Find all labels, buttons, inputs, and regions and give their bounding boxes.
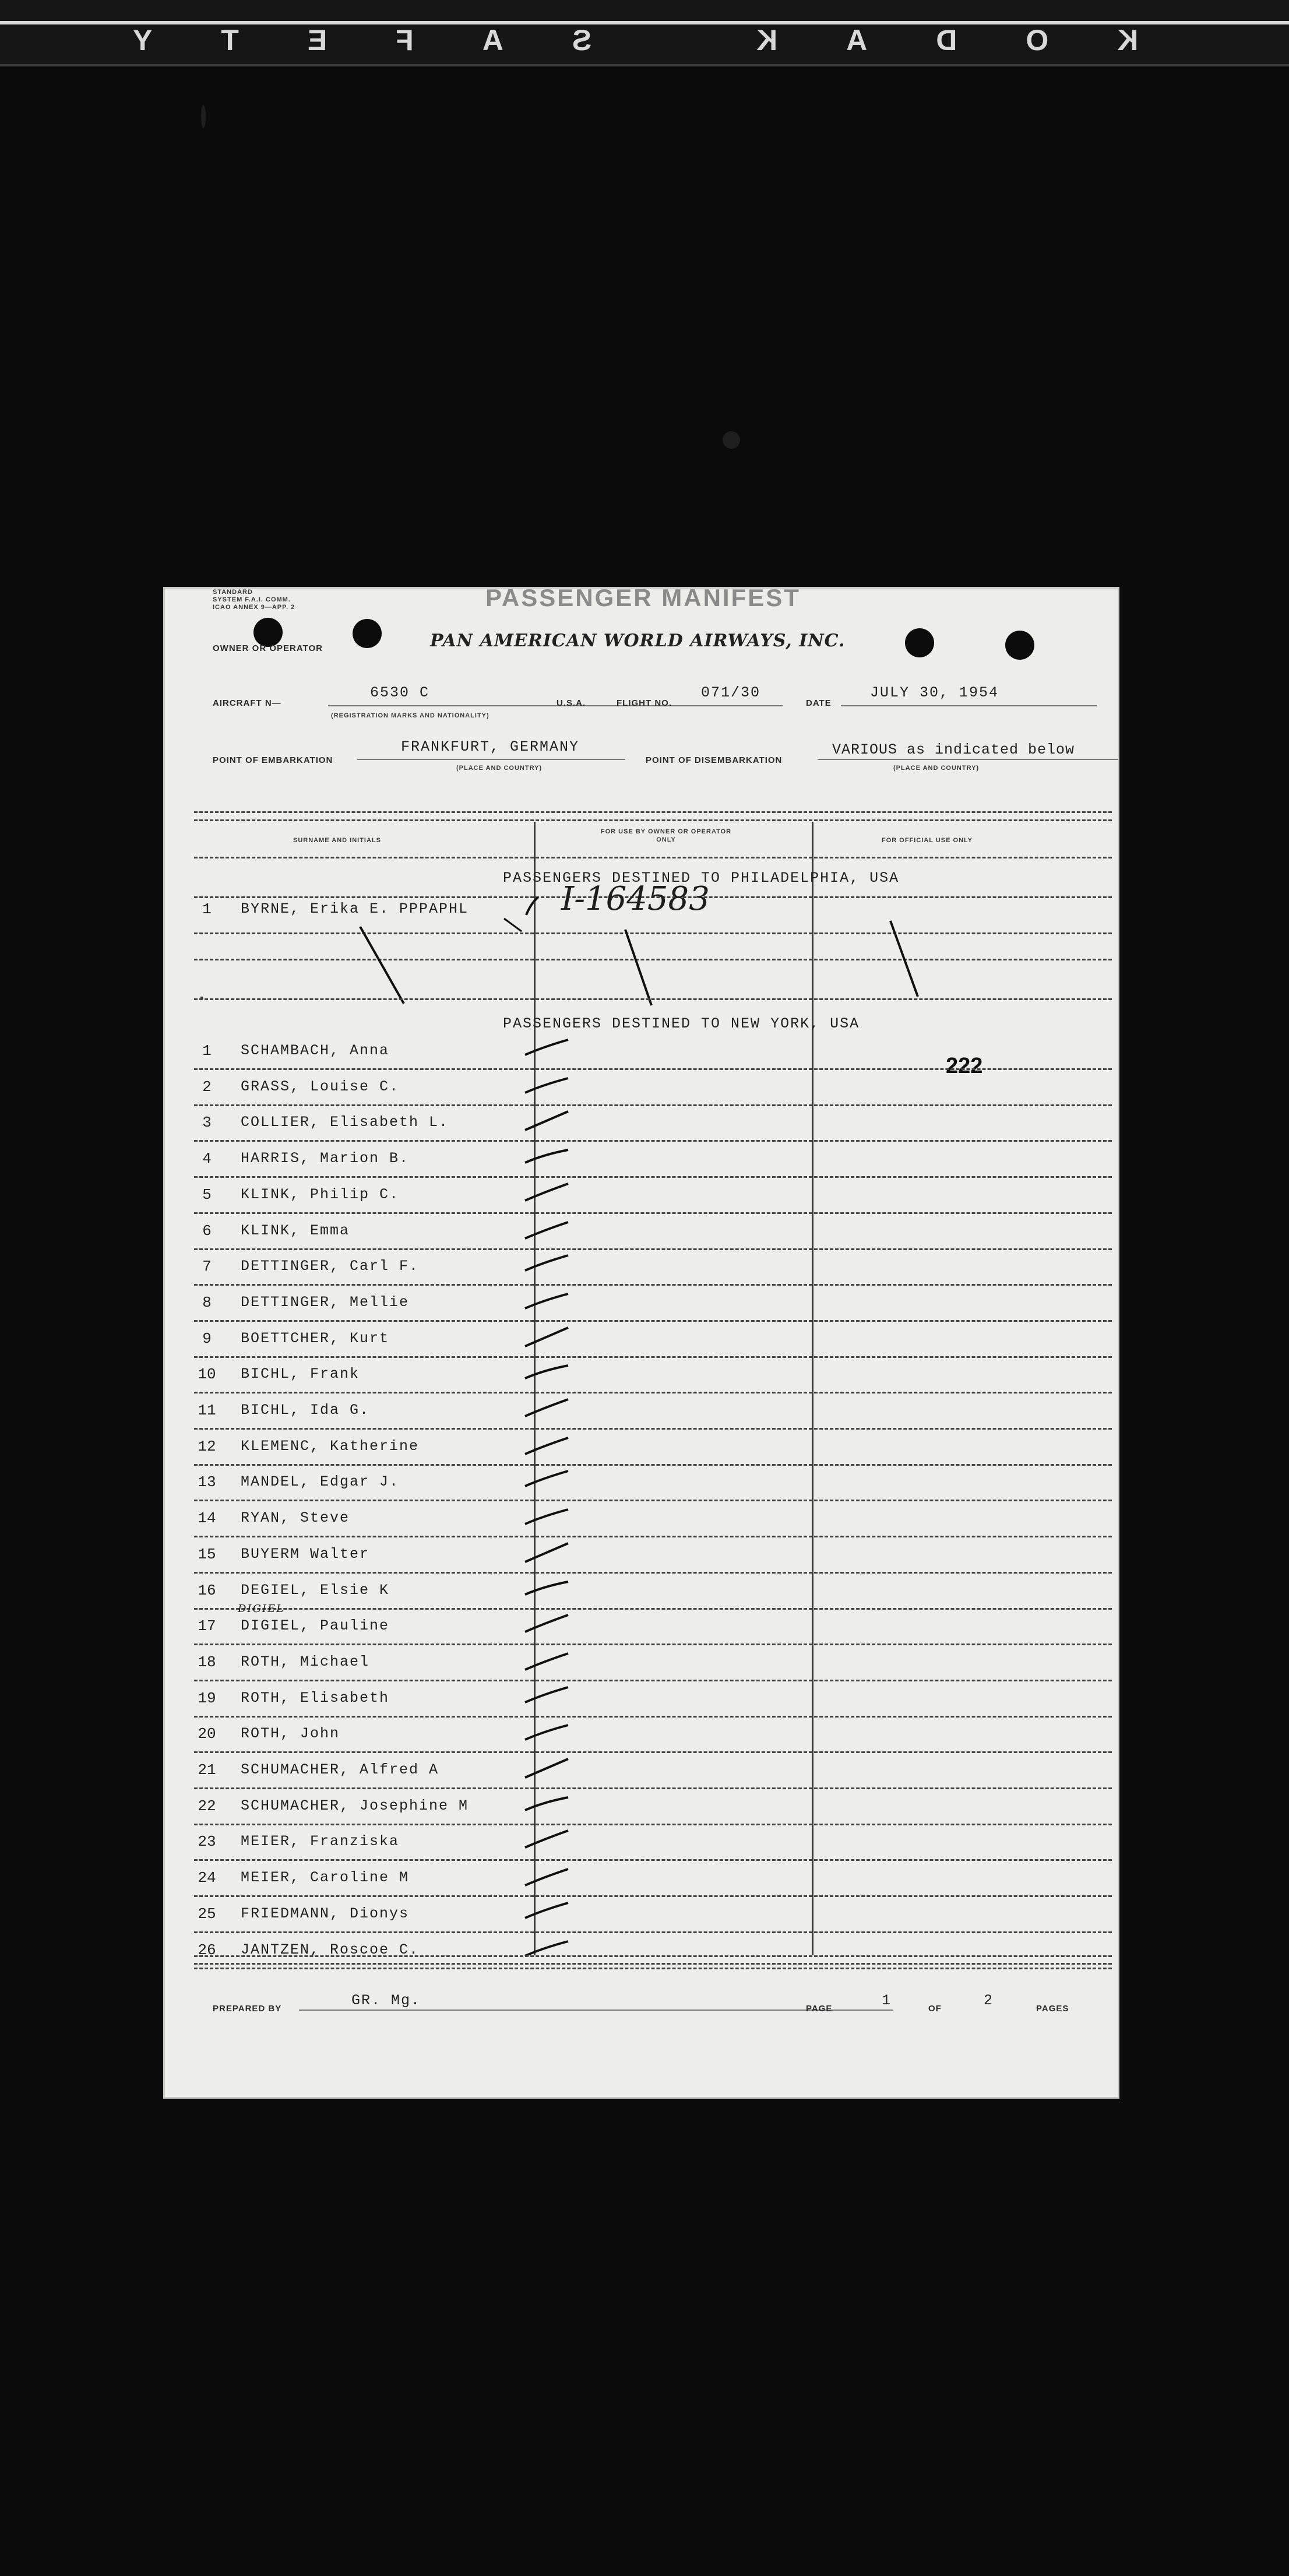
- check-mark: [515, 1361, 572, 1384]
- date-value: JULY 30, 1954: [870, 684, 999, 701]
- row-rule: [194, 1787, 1112, 1789]
- row-rule: [194, 1320, 1112, 1322]
- row-number: 15: [198, 1546, 216, 1563]
- passenger-name: BYRNE, Erika E. PPPAPHL: [241, 900, 469, 917]
- check-mark: [515, 1720, 572, 1744]
- check-mark: [515, 1613, 572, 1636]
- embarkation-value: FRANKFURT, GERMANY: [401, 738, 580, 755]
- official-stamp-number: 222: [946, 1054, 983, 1078]
- form-ref-line: SYSTEM F.A.I. COMM.: [213, 596, 291, 603]
- handwritten-correction: DIGIEL: [238, 1603, 285, 1615]
- aircraft-sublabel: (REGISTRATION MARKS AND NATIONALITY): [331, 712, 489, 719]
- nationality: U.S.A.: [557, 698, 586, 708]
- film-scratch: [201, 105, 206, 128]
- row-rule: [194, 1751, 1112, 1753]
- row-rule: [194, 1680, 1112, 1681]
- owner-label: OWNER OR OPERATOR: [213, 643, 323, 653]
- check-mark: [515, 1181, 572, 1205]
- row-rule: [194, 1572, 1112, 1574]
- check-mark: [515, 1074, 572, 1097]
- row-rule: [194, 1104, 1112, 1106]
- passenger-name: DETTINGER, Mellie: [241, 1294, 410, 1311]
- passenger-name: MEIER, Caroline M: [241, 1869, 410, 1886]
- row-number: 17: [198, 1617, 216, 1635]
- strike-line: [625, 930, 651, 1005]
- passenger-name: ROTH, Elisabeth: [241, 1690, 390, 1706]
- passenger-name: DEGIEL, Elsie K: [241, 1582, 390, 1599]
- row-number: 4: [202, 1150, 212, 1167]
- check-mark: [515, 1828, 572, 1852]
- row-number: 22: [198, 1797, 216, 1815]
- flight-label: FLIGHT NO.: [617, 698, 672, 708]
- row-number: 20: [198, 1725, 216, 1743]
- passenger-name: SCHAMBACH, Anna: [241, 1042, 390, 1059]
- row-rule: [194, 1536, 1112, 1537]
- check-mark: [515, 1289, 572, 1312]
- check-mark: [515, 1793, 572, 1816]
- passenger-name: JANTZEN, Roscoe C.: [241, 1941, 420, 1958]
- row-mark: ▪: [200, 992, 205, 1004]
- row-rule: [194, 998, 1112, 1000]
- strike-line: [890, 921, 918, 997]
- film-edge-kodak-text: KODAK: [688, 24, 1139, 57]
- row-rule: [194, 1356, 1112, 1358]
- table-bottom-border: [194, 1955, 1112, 1957]
- handwritten-strikes: [165, 589, 1118, 1055]
- table-bottom-border: [194, 1963, 1112, 1965]
- row-number: 21: [198, 1761, 216, 1779]
- page-number: 1: [882, 1992, 892, 2009]
- check-mark: [515, 1145, 572, 1169]
- row-rule: [194, 1176, 1112, 1178]
- check-mark: [504, 919, 522, 931]
- row-number: 10: [198, 1366, 216, 1383]
- check-mark: [515, 1109, 572, 1132]
- page-label: PAGE: [806, 2004, 833, 2014]
- section-heading-new-york: PASSENGERS DESTINED TO NEW YORK, USA: [503, 1015, 860, 1032]
- check-mark: [515, 1649, 572, 1672]
- row-rule: [194, 1212, 1112, 1214]
- row-number: 13: [198, 1473, 216, 1491]
- check-mark: [515, 1469, 572, 1492]
- row-number: 23: [198, 1833, 216, 1850]
- row-rule: [194, 1931, 1112, 1933]
- check-mark: [515, 1397, 572, 1420]
- date-label: DATE: [806, 698, 832, 708]
- row-number: 14: [198, 1509, 216, 1527]
- check-mark: [515, 1541, 572, 1564]
- passenger-name: DETTINGER, Carl F.: [241, 1258, 420, 1275]
- prepared-by-value: GR. Mg.: [351, 1992, 421, 2009]
- flight-value: 071/30: [701, 684, 761, 701]
- row-number: 1: [202, 900, 212, 918]
- passenger-name: BICHL, Ida G.: [241, 1402, 370, 1419]
- form-ref-line: STANDARD: [213, 589, 253, 596]
- row-number: 1: [202, 1042, 212, 1060]
- passenger-name: BUYERM Walter: [241, 1546, 370, 1563]
- row-rule: [194, 1500, 1112, 1501]
- passenger-name: SCHUMACHER, Alfred A: [241, 1761, 439, 1778]
- passenger-name: SCHUMACHER, Josephine M: [241, 1797, 469, 1814]
- check-mark: [515, 1901, 572, 1924]
- film-blemish: [723, 431, 740, 449]
- column-header-operator: FOR USE BY OWNER OR OPERATOR ONLY: [600, 828, 732, 843]
- check-mark: [515, 1217, 572, 1241]
- row-number: 16: [198, 1582, 216, 1599]
- page-title: PASSENGER MANIFEST: [485, 584, 801, 611]
- column-header-official: FOR OFFICIAL USE ONLY: [882, 837, 973, 844]
- film-edge: [0, 0, 1289, 66]
- row-rule: [194, 1068, 1112, 1070]
- strike-line: [360, 927, 404, 1004]
- aircraft-label: AIRCRAFT N—: [213, 698, 281, 708]
- disembarkation-label: POINT OF DISEMBARKATION: [646, 755, 783, 765]
- footer-underline: [299, 2010, 893, 2011]
- passenger-name: HARRIS, Marion B.: [241, 1150, 410, 1167]
- row-number: 7: [202, 1258, 212, 1275]
- row-number: 11: [198, 1402, 216, 1419]
- passenger-name: RYAN, Steve: [241, 1509, 350, 1526]
- row-rule: [194, 1464, 1112, 1466]
- passenger-name: ROTH, John: [241, 1725, 340, 1742]
- row-rule: [194, 1392, 1112, 1393]
- pages-label: PAGES: [1036, 2004, 1069, 2014]
- row-rule: [194, 1895, 1112, 1897]
- row-rule: [194, 1824, 1112, 1825]
- of-label: OF: [928, 2004, 942, 2014]
- row-rule: [194, 1968, 1112, 1969]
- passenger-name: BICHL, Frank: [241, 1366, 360, 1382]
- row-rule: [194, 1428, 1112, 1430]
- manifest-page: [165, 584, 1118, 2097]
- row-rule: [194, 1644, 1112, 1645]
- column-header-names: SURNAME AND INITIALS: [293, 837, 381, 844]
- row-number: 24: [198, 1869, 216, 1887]
- passenger-name: DIGIEL, Pauline: [241, 1617, 390, 1634]
- row-rule: [194, 1608, 1112, 1610]
- row-rule: [194, 1140, 1112, 1142]
- passenger-name: KLINK, Emma: [241, 1222, 350, 1239]
- row-number: 2: [202, 1078, 212, 1096]
- check-mark: [515, 1685, 572, 1708]
- check-mark: [515, 1757, 572, 1780]
- row-rule: [194, 1248, 1112, 1250]
- aircraft-value: 6530 C: [370, 684, 430, 701]
- row-number: 12: [198, 1438, 216, 1455]
- passenger-name: KLEMENC, Katherine: [241, 1438, 420, 1455]
- row-number: 8: [202, 1294, 212, 1311]
- embarkation-sublabel: (PLACE AND COUNTRY): [456, 765, 543, 772]
- check-mark: [515, 1577, 572, 1600]
- row-number: 19: [198, 1690, 216, 1707]
- passenger-name: COLLIER, Elisabeth L.: [241, 1114, 449, 1131]
- passenger-name: MANDEL, Edgar J.: [241, 1473, 400, 1490]
- row-number: 25: [198, 1905, 216, 1923]
- form-ref-line: ICAO ANNEX 9—APP. 2: [213, 604, 295, 611]
- row-number: 5: [202, 1186, 212, 1203]
- embarkation-label: POINT OF EMBARKATION: [213, 755, 333, 765]
- check-mark: [515, 1325, 572, 1349]
- check-mark: [526, 898, 538, 915]
- section-heading-philadelphia: PASSENGERS DESTINED TO PHILADELPHIA, USA: [503, 870, 900, 886]
- row-rule: [194, 1859, 1112, 1861]
- passenger-name: GRASS, Louise C.: [241, 1078, 400, 1095]
- check-mark: [515, 1253, 572, 1276]
- passenger-name: BOETTCHER, Kurt: [241, 1330, 390, 1347]
- check-mark: [515, 1037, 572, 1061]
- row-number: 26: [198, 1941, 216, 1959]
- handwritten-code: I-164583: [561, 880, 710, 918]
- prepared-by-label: PREPARED BY: [213, 2004, 282, 2014]
- disembarkation-sublabel: (PLACE AND COUNTRY): [893, 765, 980, 772]
- row-number: 18: [198, 1653, 216, 1671]
- check-mark: [515, 1864, 572, 1888]
- disembarkation-value: VARIOUS as indicated below: [832, 741, 1075, 758]
- row-number: 9: [202, 1330, 212, 1347]
- passenger-name: ROTH, Michael: [241, 1653, 370, 1670]
- owner-value: PAN AMERICAN WORLD AIRWAYS, INC.: [430, 631, 846, 651]
- passenger-name: MEIER, Franziska: [241, 1833, 400, 1850]
- row-number: 6: [202, 1222, 212, 1240]
- check-mark: [515, 1433, 572, 1456]
- row-rule: [194, 1716, 1112, 1718]
- row-rule: [194, 1284, 1112, 1286]
- row-number: 3: [202, 1114, 212, 1131]
- check-mark: [515, 1505, 572, 1528]
- passenger-name: FRIEDMANN, Dionys: [241, 1905, 410, 1922]
- film-edge-safety-text: SAFETY: [64, 24, 592, 57]
- passenger-name: KLINK, Philip C.: [241, 1186, 400, 1203]
- page-total: 2: [984, 1992, 994, 2009]
